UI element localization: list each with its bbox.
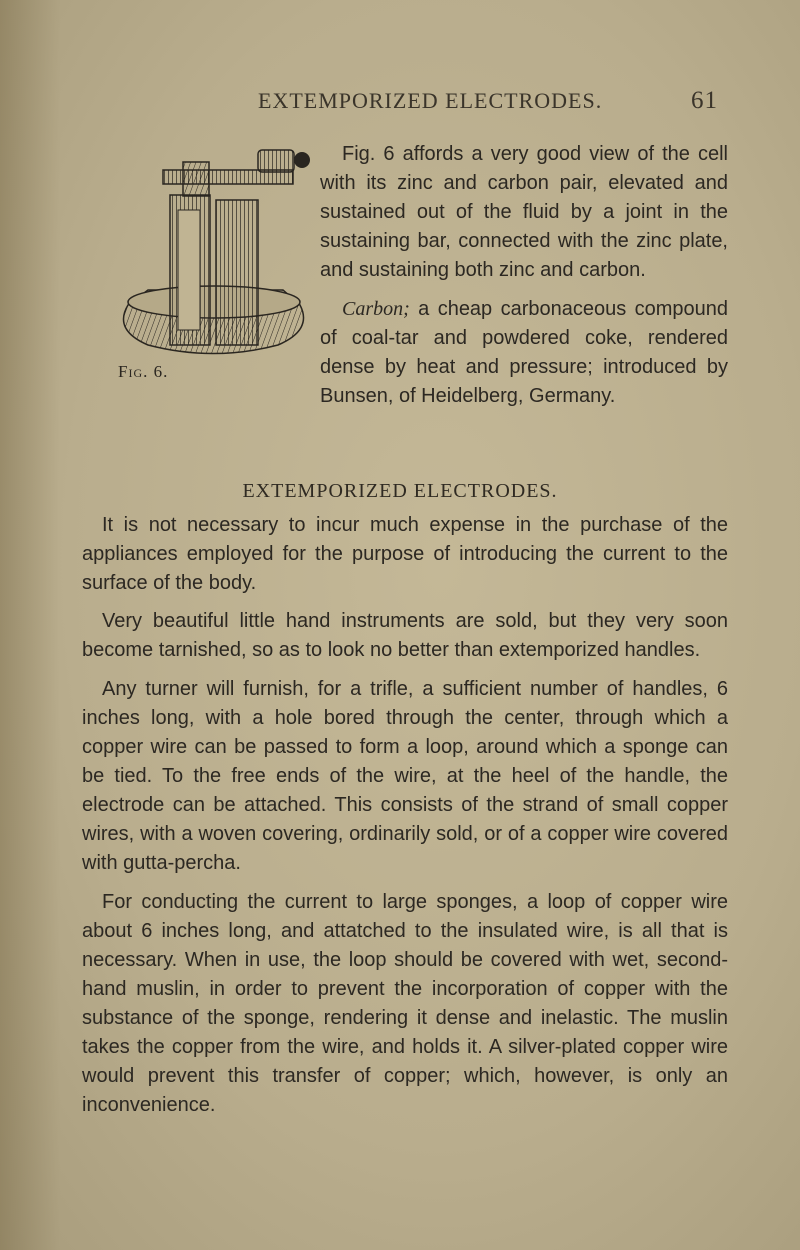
- section-body: [82, 511, 728, 1130]
- page-edge-shading: [0, 0, 60, 1250]
- carbon-plate: [216, 200, 258, 345]
- figure-battery-cell: [108, 140, 318, 381]
- figure-caption: Fig. 6.: [118, 362, 169, 381]
- binding-post: [258, 150, 294, 172]
- body-paragraph-4: For conducting the current to large sponges, a loop of copper wire about 6 inches long, and attatched to the insulated wire, is all that is necessary. When in use, the loop should be covered with wet, second-hand muslin, in order to prevent the incorporation of copper with the substance of the sponge, rendering it dense and inelastic. The muslin takes the copper from the wire, and holds it. A silver-plated copper wire would prevent this transfer of copper; which, however, is only an inconvenience.: [82, 891, 728, 1116]
- jar-rim: [128, 286, 300, 318]
- intro-paragraph-2: [320, 295, 728, 411]
- carbon-definition: a cheap carbonaceous compound of coal-tar and powdered coke, rendered dense by heat and pressure; introduced by Bunsen, of Heidelberg, Germany.: [320, 298, 728, 407]
- page-number: 61: [691, 87, 718, 114]
- carbon-term: Carbon;: [342, 298, 410, 320]
- battery-cell-illustration: [108, 140, 318, 355]
- running-header: [258, 88, 728, 114]
- intro-paragraph-1: Fig. 6 affords a very good view of the cell with its zinc and carbon pair, elevated and sustained out of the fluid by a joint in the sustaining bar, connected with the zinc plate, and sustaining both zinc and carbon.: [320, 143, 728, 281]
- intro-text: [320, 140, 728, 421]
- terminal-screw-icon: [294, 152, 310, 168]
- section-title: EXTEMPORIZED ELECTRODES.: [242, 480, 558, 502]
- running-title: EXTEMPORIZED ELECTRODES.: [258, 88, 603, 113]
- body-paragraph-3: Any turner will furnish, for a trifle, a sufficient number of handles, 6 inches long, with a hole bored through the center, through which a copper wire can be passed to form a loop, around which a sponge can be tied. To the free ends of the wire, at the heel of the handle, the electrode can be attached. This consists of the strand of small copper wires, with a woven covering, ordinarily sold, or of a copper wire covered with gutta-percha.: [82, 678, 728, 874]
- plate-highlight: [178, 210, 200, 330]
- body-paragraph-2: Very beautiful little hand instruments are sold, but they very soon become tarnished, so as to look no better than extemporized handles.: [82, 610, 728, 661]
- body-paragraph-1: It is not necessary to incur much expense in the purchase of the appliances employed for the purpose of introducing the current to the surface of the body.: [82, 514, 728, 594]
- joint-clamp: [183, 162, 209, 196]
